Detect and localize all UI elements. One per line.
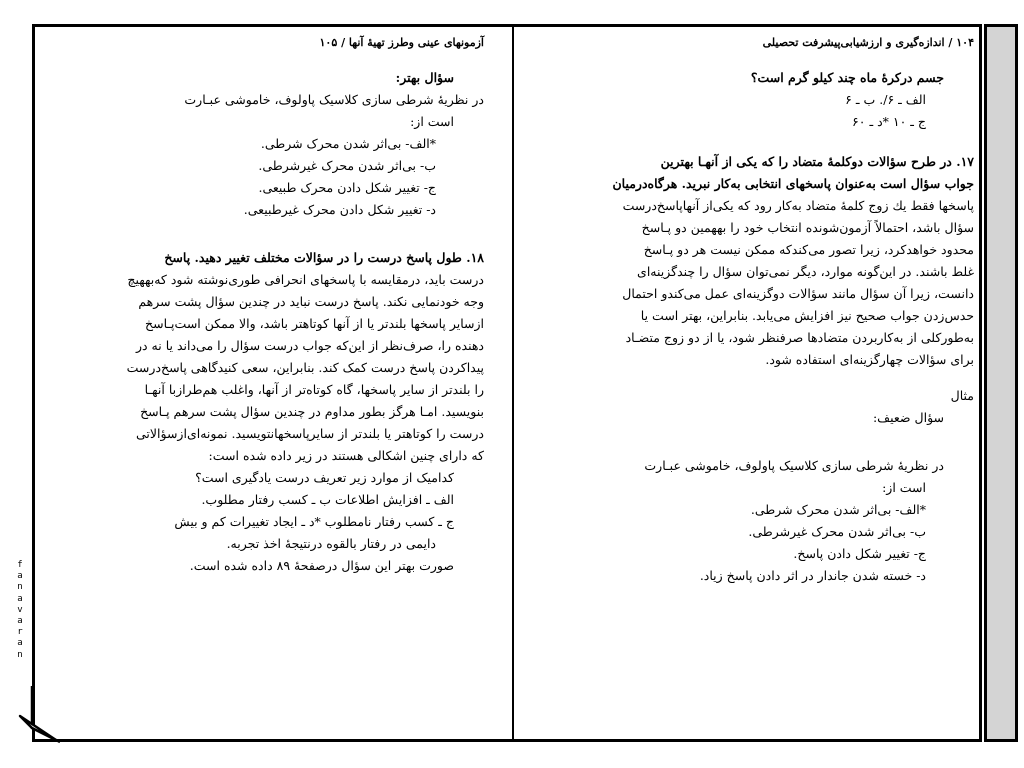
weak-option-b: ب- بی‌اثر شدن محرک غیرشرطی. [748, 524, 926, 539]
rule-17-line: غلط باشند. در این‌گونه موارد، دیگر نمی‌توان سؤال را چندگزینه‌ای [637, 264, 974, 279]
option-c: ج- تغییر شکل دادن محرک طبیعی. [258, 180, 436, 195]
right-page-header: ۱۰۴ / اندازه‌گیری و ارزشیابی‌پیشرفت تحصیلی [762, 36, 974, 49]
watermark-letter: a [17, 638, 23, 649]
rule-18-line: دهنده را، صرف‌نظر از این‌که جواب درست سؤال را می‌داند یا نه در [135, 338, 484, 353]
rule-17-line: ۱۷. در طرح سؤالات دوکلمهٔ متضاد را که یکی از آنهـا بهترین [660, 154, 974, 169]
watermark-letter: f [17, 560, 23, 570]
example-label: مثال [950, 388, 974, 403]
rule-17-line: دانست، زیرا آن سؤال مانند سؤالات دوگزینه‌ای عمل می‌کندو احتمال [622, 286, 974, 301]
watermark [14, 560, 26, 661]
question-stem-cont: است از: [410, 114, 454, 129]
watermark-letter: v [17, 604, 23, 615]
question-top-options-1: الف ـ ۶/. ب ـ ۶ [845, 92, 926, 107]
watermark-letter: a [17, 593, 23, 604]
option-d: د- تغییر شکل دادن محرک غیرطبیعی. [243, 202, 436, 217]
left-page-header: آزمونهای عینی وطرز تهیهٔ آنها / ۱۰۵ [319, 36, 484, 49]
question-top: جسم درکرهٔ ماه چند کیلو گرم است؟ [750, 70, 944, 85]
rule-18-line: ازسایر پاسخها بلندتر یا از آنها کوتاهتر باشد، والا ممکن است‌پـاسخ [145, 316, 484, 331]
rule-17-line: برای سؤالات چهارگزینه‌ای استفاده شود. [765, 352, 974, 367]
rule-17-paragraph [530, 151, 974, 371]
option-a: *الف- بی‌اثر شدن محرک شرطی. [260, 136, 436, 151]
rule-18-line: پیداکردن پاسخ درست کمک کند. بنابراین، سعی کنیدگاهی پاسخ‌درست [126, 360, 484, 375]
weak-question-stem-cont: است از: [882, 480, 926, 495]
question-stem: در نظریهٔ شرطی سازی کلاسیک پاولوف، خاموشی عبـارت [184, 92, 484, 107]
weak-option-c: ج- تغییر شکل دادن پاسخ. [793, 546, 926, 561]
rule-18-line: را بلندتر از سایر پاسخها، گاه کوتاه‌تر از آنها، واغلب هم‌طرازبا آنهـا [144, 382, 484, 397]
page-curl-icon [18, 684, 66, 744]
watermark-letter: r [17, 627, 23, 638]
rule-18-line: درست باید، درمقایسه با پاسخهای انحرافی طوری‌نوشته شود که‌بههیچ [127, 272, 484, 287]
rule-18-line: بنویسید. امـا هرگز بطور مداوم در چندین سؤال پشت سرهم پـاسخ [140, 404, 484, 419]
example-question: کدامیک از موارد زیر تعریف درست یادگیری است؟ [195, 470, 454, 485]
option-b: ب- بی‌اثر شدن محرک غیرشرطی. [258, 158, 436, 173]
question-top-options-2: ج ـ ۱۰ *د ـ ۶۰ [852, 114, 926, 129]
weak-question-title: سؤال ضعیف: [872, 410, 944, 425]
rule-18-line: درست را کوتاهتر یا بلندتر از سایرپاسخهانتویسید. نمونه‌ای‌ازسؤالاتی [136, 426, 484, 441]
book-gutter [512, 27, 514, 739]
watermark-letter: n [17, 582, 23, 593]
scroll-sidebar[interactable] [984, 24, 1018, 742]
example-options-row-2: ج ـ کسب رفتار نامطلوب *د ـ ایجاد تغییرات کم و بیش [174, 514, 454, 529]
rule-18-line: وجه خودنمایی نکند. پاسخ درست نباید در چندین سؤال پشت سرهم [138, 294, 484, 309]
watermark-letter: n [17, 649, 23, 660]
weak-option-a: *الف- بی‌اثر شدن محرک شرطی. [750, 502, 926, 517]
example-options-row-1: الف ـ افزایش اطلاعات ب ـ کسب رفتار مطلوب. [201, 492, 454, 507]
rule-17-line: جواب سؤال است به‌عنوان پاسخهای انتخابی به‌کار نبرید. هرگاه‌درمیان [612, 176, 974, 191]
rule-17-line: به‌طورکلی از به‌کاربردن متضادها صرفنظر شود، یا از دو زوج متضـاد [625, 330, 974, 345]
better-question-title: سؤال بهتر: [395, 70, 454, 85]
rule-17-line: حدس‌زدن جواب صحیح نیز افزایش می‌یابد. بنابراین، بهتر است یا [640, 308, 974, 323]
rule-17-line: سؤال باشد، احتمالاً آزمون‌شونده انتخاب خود را بههمین دو پـاسخ [641, 220, 974, 235]
watermark-letter: a [17, 571, 23, 582]
rule-17-line: محدود خواهدکرد، زیرا تصور می‌کندکه ممکن نیست هر دو پـاسخ [643, 242, 974, 257]
rule-18-line: که دارای چنین اشکالی هستند در زیر داده شده است: [208, 448, 484, 463]
rule-18-paragraph [54, 247, 484, 467]
better-form-note: صورت بهتر این سؤال درصفحهٔ ۸۹ داده شده است. [189, 558, 454, 573]
right-page [520, 36, 978, 732]
weak-question-stem: در نظریهٔ شرطی سازی کلاسیک پاولوف، خاموشی عبـارت [644, 458, 944, 473]
watermark-letter: a [17, 616, 23, 627]
weak-option-d: د- خسته شدن جاندار در اثر دادن پاسخ زیاد. [699, 568, 926, 583]
rule-18-line: ۱۸. طول پاسخ درست را در سؤالات مختلف تغییر دهید. پاسخ [164, 250, 484, 265]
left-page [44, 36, 506, 732]
rule-17-line: پاسخها فقط یك زوج کلمهٔ متضاد به‌کار رود که یکی‌از آنها‌پاسخ‌درست [622, 198, 974, 213]
example-options-row-3: دایمی در رفتار بالقوه درنتیجهٔ اخذ تجربه. [226, 536, 436, 551]
